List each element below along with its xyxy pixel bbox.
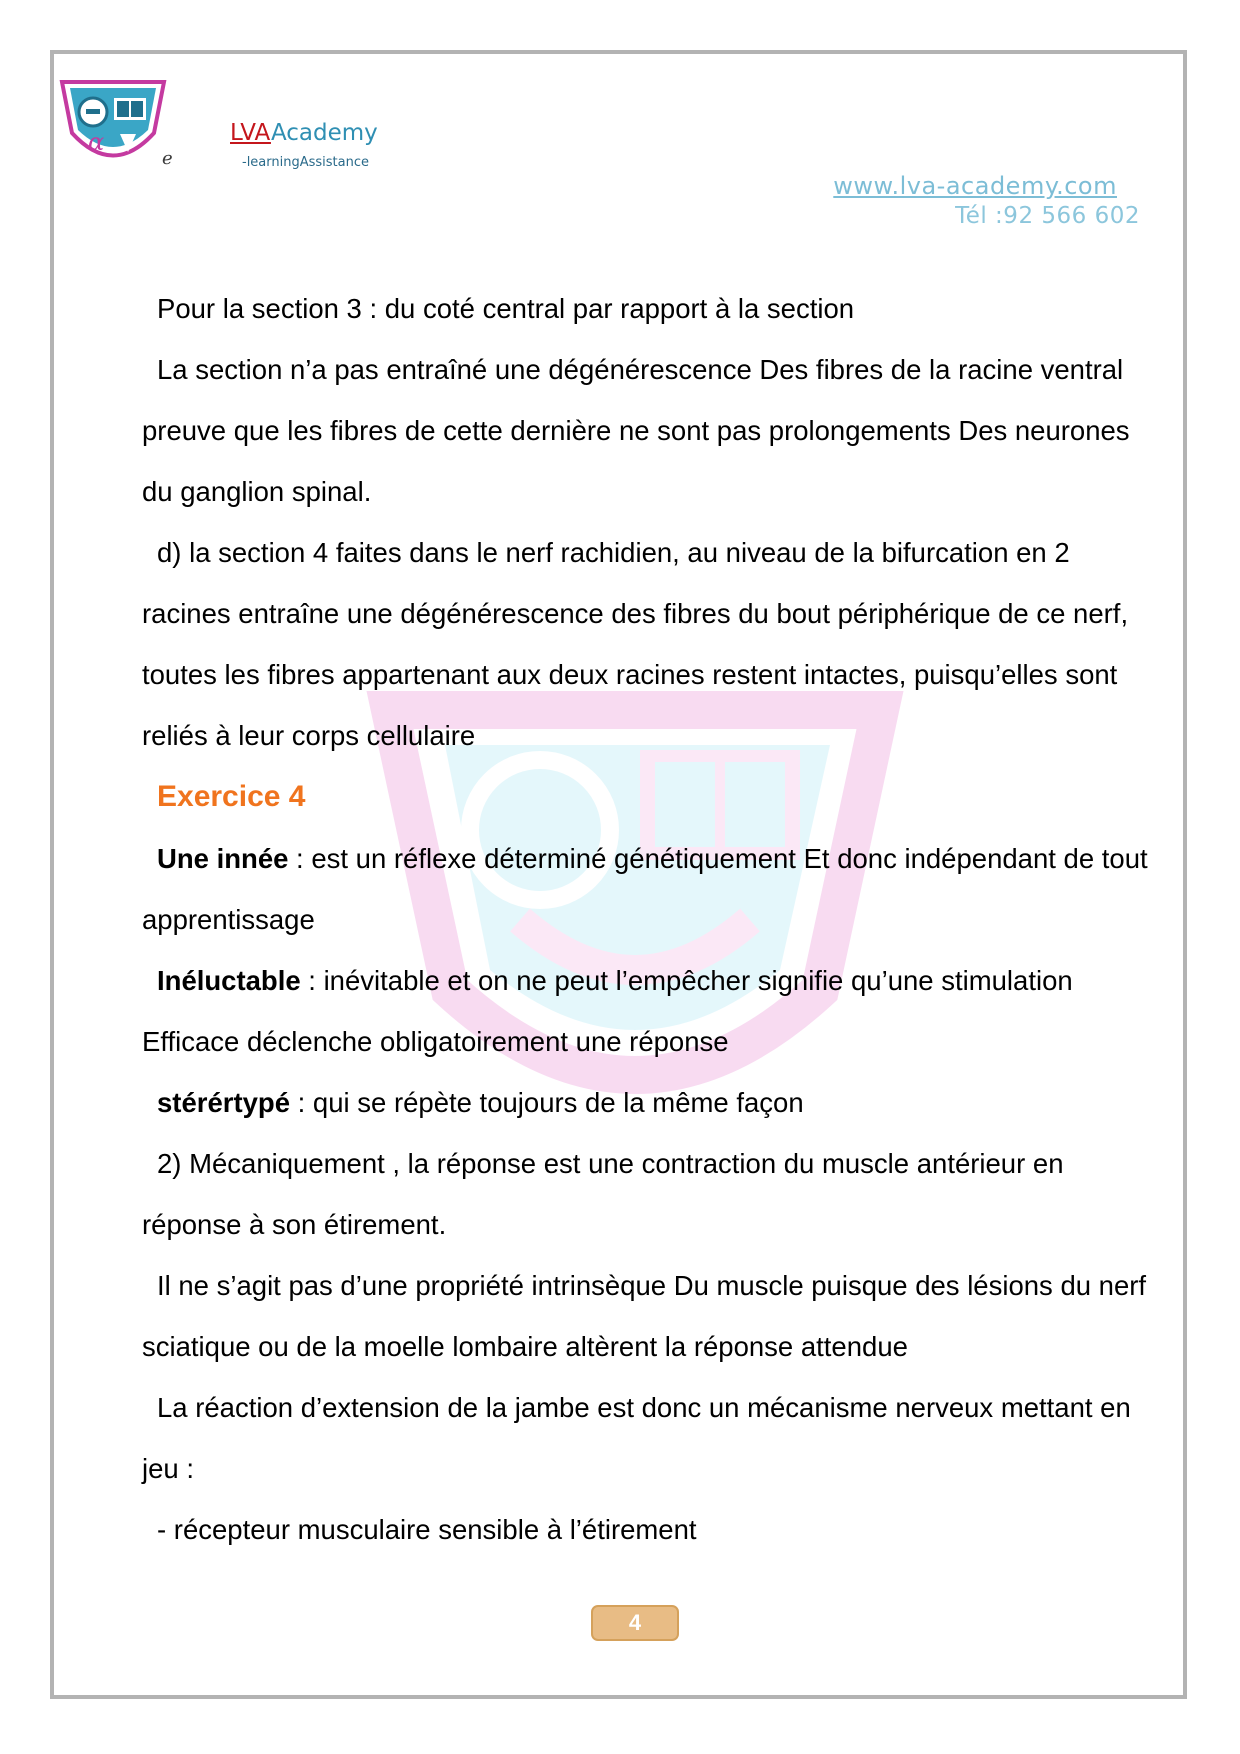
page-number-badge: 4 <box>591 1605 679 1641</box>
paragraph-section-4: d) la section 4 faites dans le nerf rachidien, au niveau de la bifurcation en 2 racines entraîne une dégénérescence des fibres du bout périphérique de ce nerf, toutes les fibres appartenant aux deux racines restent intactes, puisqu’elles sont reliés à leur corps cellulaire <box>142 537 1129 751</box>
definition-term: Inéluctable <box>157 965 301 996</box>
paragraph-section-3: Pour la section 3 : du coté central par rapport à la section <box>157 293 855 324</box>
brand-name <box>230 120 378 146</box>
website-link[interactable]: www.lva-academy.com <box>833 172 1117 200</box>
definition-term: stérértypé <box>157 1087 290 1118</box>
definition-text: : est un réflexe déterminé génétiquement Et donc indépendant de tout apprentissage <box>142 843 1148 935</box>
academy-logo-icon <box>58 78 168 170</box>
paragraph-mechanical: 2) Mécaniquement , la réponse est une contraction du muscle antérieur en réponse à son étirement. <box>142 1148 1064 1240</box>
brand-tagline: -learningAssistance <box>242 155 369 170</box>
paragraph-degeneration: La section n’a pas entraîné une dégénérescence Des fibres de la racine ventral preuve que les fibres de cette dernière ne sont pas prolongements Des neurones du ganglion spinal. <box>142 354 1130 507</box>
exercise-title: Exercice 4 <box>157 780 306 813</box>
definition-innee <box>142 828 1157 950</box>
paragraph-reaction: La réaction d’extension de la jambe est donc un mécanisme nerveux mettant en jeu : <box>142 1392 1131 1484</box>
definition-text: : inévitable et on ne peut l’empêcher signifie qu’une stimulation Efficace déclenche obligatoirement une réponse <box>142 965 1073 1057</box>
document-body <box>142 278 1157 1560</box>
definition-ineluctable <box>142 950 1157 1072</box>
paragraph-receptor: - récepteur musculaire sensible à l’étirement <box>157 1514 697 1545</box>
brand-academy: Academy <box>270 120 378 146</box>
logo-suffix: e <box>162 148 173 169</box>
definition-stereotype <box>142 1072 1157 1133</box>
svg-text:α: α <box>88 128 105 156</box>
paragraph-intrinsic: Il ne s’agit pas d’une propriété intrinsèque Du muscle puisque des lésions du nerf sciatique ou de la moelle lombaire altèrent la réponse attendue <box>142 1270 1147 1362</box>
definition-text: : qui se répète toujours de la même façon <box>290 1087 804 1118</box>
phone-number: Tél :92 566 602 <box>955 203 1140 229</box>
brand-lva: LVA <box>230 120 271 146</box>
definition-term: Une innée <box>157 843 289 874</box>
